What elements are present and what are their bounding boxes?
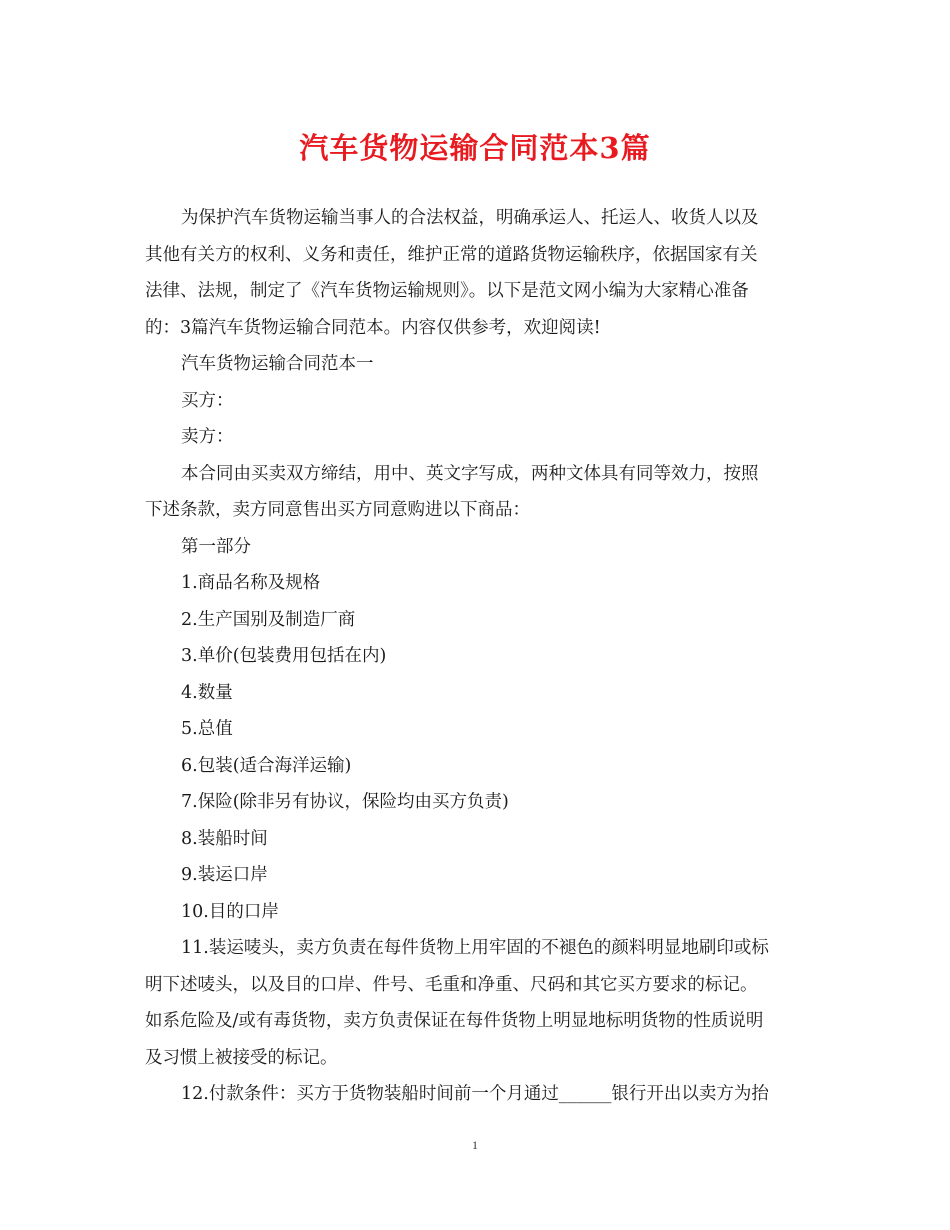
list-item: 5.总值 [181,719,233,739]
list-item: 7.保险(除非另有协议，保险均由买方负责) [181,792,509,812]
document-title: 汽车货物运输合同范本3篇 [299,131,651,165]
intro-line: 的：3篇汽车货物运输合同范本。内容仅供参考，欢迎阅读! [145,317,601,338]
list-item: 6.包装(适合海洋运输) [181,755,352,776]
item-11-line: 明下述唛头，以及目的口岸、件号、毛重和净重、尺码和其它买方要求的标记。 [145,974,758,995]
intro-line: 其他有关方的权利、义务和责任，维护正常的道路货物运输秩序，依据国家有关 [145,244,758,265]
document-body [145,200,805,1113]
item-12-line: 12.付款条件：买方于货物装船时间前一个月通过______银行开出以卖方为抬 [181,1084,769,1104]
agreement-line: 下述条款，卖方同意售出买方同意购进以下商品： [145,500,530,520]
part-heading: 第一部分 [181,536,251,557]
list-item: 2.生产国别及制造厂商 [181,609,356,630]
list-item: 8.装船时间 [181,828,268,849]
buyer-label: 买方： [181,390,234,411]
item-list [145,565,805,930]
list-item: 10.目的口岸 [181,901,279,922]
agreement-line: 本合同由买卖双方缔结，用中、英文字写成，两种文体具有同等效力，按照 [181,463,759,484]
list-item: 4.数量 [181,682,233,703]
list-item: 1.商品名称及规格 [181,573,321,593]
page-number: 1 [472,1138,478,1152]
agreement-paragraph [145,456,805,529]
item-11-line: 如系危险及/或有毒货物，卖方负责保证在每件货物上明显地标明货物的性质说明 [145,1011,764,1031]
intro-line: 为保护汽车货物运输当事人的合法权益，明确承运人、托运人、收货人以及 [181,208,759,228]
item-11-line: 11.装运唛头，卖方负责在每件货物上用牢固的不褪色的颜料明显地刷印或标 [181,938,769,958]
intro-paragraph [145,200,805,346]
list-item: 9.装运口岸 [181,865,268,885]
list-item: 3.单价(包装费用包括在内) [181,646,387,666]
seller-label: 卖方： [181,427,234,447]
item-11-paragraph [145,930,805,1076]
item-11-line: 及习惯上被接受的标记。 [145,1047,338,1068]
section-heading: 汽车货物运输合同范本一 [181,354,374,374]
intro-line: 法律、法规，制定了《汽车货物运输规则》。以下是范文网小编为大家精心准备 [145,281,749,301]
